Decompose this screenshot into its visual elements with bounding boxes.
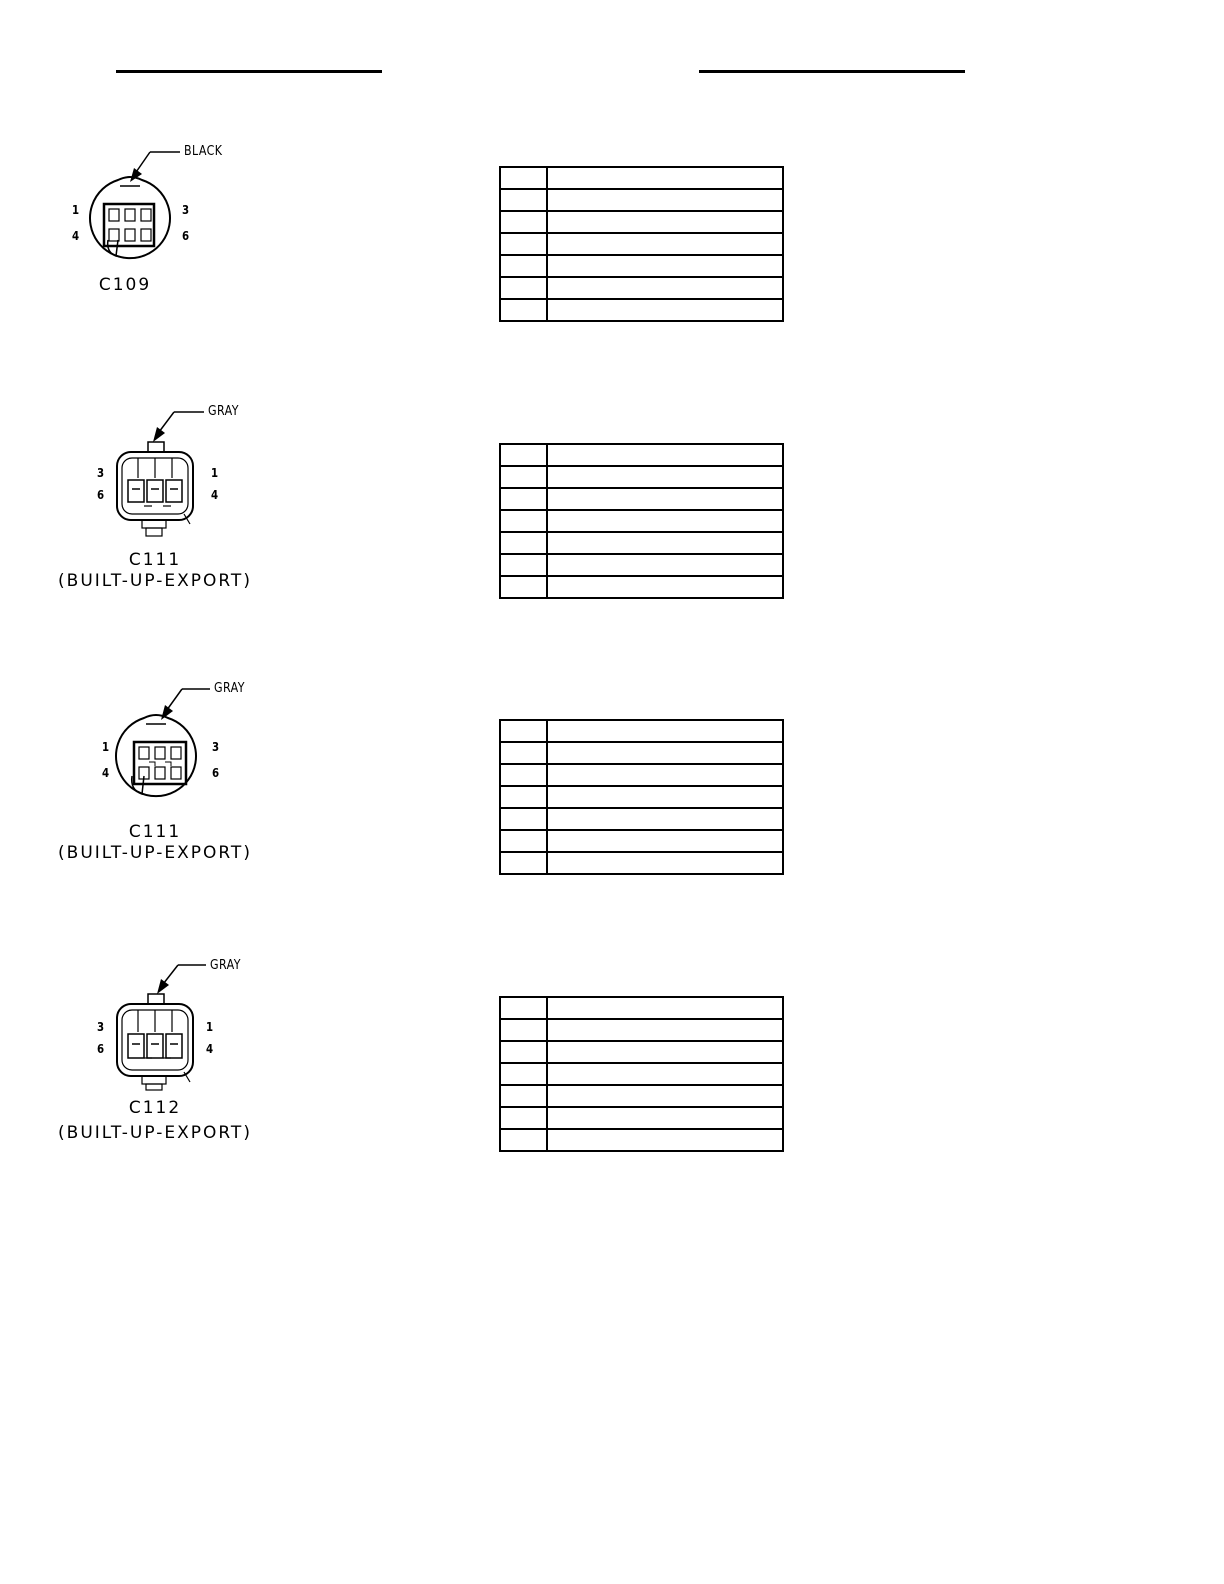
function-cell [547, 488, 783, 510]
table-row [500, 576, 783, 598]
table-row [500, 1129, 783, 1151]
function-cell [547, 720, 783, 742]
function-cell [547, 997, 783, 1019]
connector-name: C109 [98, 275, 152, 295]
function-cell [547, 211, 783, 233]
table-row [500, 255, 783, 277]
function-cell [547, 786, 783, 808]
table-row [500, 510, 783, 532]
connector-name: C111 [128, 822, 182, 842]
pin-number-label: 4 [72, 229, 80, 243]
table-row [500, 167, 783, 189]
pin-number-label: 1 [102, 740, 110, 754]
cavity-cell [500, 852, 547, 874]
cavity-cell [500, 830, 547, 852]
connector-color-label: BLACK [184, 144, 223, 159]
table-row [500, 1107, 783, 1129]
cavity-cell [500, 299, 547, 321]
cavity-cell [500, 211, 547, 233]
connector-c109-drawing [50, 140, 310, 370]
cavity-cell [500, 488, 547, 510]
header-rule-right [699, 70, 965, 73]
function-cell [547, 830, 783, 852]
table-row [500, 720, 783, 742]
cavity-cell [500, 1129, 547, 1151]
pin-number-label: 6 [97, 488, 105, 502]
function-cell [547, 1041, 783, 1063]
pin-table-c112 [499, 996, 784, 1152]
table-row [500, 1063, 783, 1085]
cavity-cell [500, 764, 547, 786]
function-cell [547, 299, 783, 321]
connector-subtitle: (BUILT-UP-EXPORT) [58, 1123, 252, 1143]
table-row [500, 466, 783, 488]
pin-number-label: 1 [206, 1020, 214, 1034]
cavity-cell [500, 1019, 547, 1041]
cavity-cell [500, 510, 547, 532]
table-row [500, 830, 783, 852]
connector-color-label: GRAY [214, 681, 245, 696]
cavity-cell [500, 997, 547, 1019]
connector-subtitle: (BUILT-UP-EXPORT) [58, 843, 252, 863]
pin-number-label: 6 [212, 766, 220, 780]
function-cell [547, 466, 783, 488]
connector-c111-drawing [50, 680, 310, 910]
table-row [500, 852, 783, 874]
connector-name: C112 [128, 1098, 182, 1118]
cavity-cell [500, 808, 547, 830]
connector-subtitle: (BUILT-UP-EXPORT) [58, 571, 252, 591]
table-row [500, 1041, 783, 1063]
cavity-cell [500, 1041, 547, 1063]
table-row [500, 764, 783, 786]
table-row [500, 532, 783, 554]
table-row [500, 1019, 783, 1041]
connector-name: C111 [128, 550, 182, 570]
function-cell [547, 808, 783, 830]
pin-number-label: 1 [211, 466, 219, 480]
function-cell [547, 554, 783, 576]
connector-c111-gray-round [50, 680, 310, 910]
function-cell [547, 532, 783, 554]
function-cell [547, 764, 783, 786]
cavity-cell [500, 1085, 547, 1107]
cavity-cell [500, 786, 547, 808]
pin-number-label: 3 [97, 466, 105, 480]
cavity-cell [500, 720, 547, 742]
pin-number-label: 1 [72, 203, 80, 217]
pin-number-label: 6 [182, 229, 190, 243]
table-row [500, 997, 783, 1019]
function-cell [547, 1107, 783, 1129]
table-row [500, 786, 783, 808]
connector-c109 [50, 140, 310, 370]
table-row [500, 1085, 783, 1107]
cavity-cell [500, 255, 547, 277]
cavity-cell [500, 742, 547, 764]
cavity-cell [500, 233, 547, 255]
cavity-cell [500, 167, 547, 189]
cavity-cell [500, 554, 547, 576]
pin-number-label: 3 [212, 740, 220, 754]
pin-number-label: 3 [97, 1020, 105, 1034]
pin-number-label: 4 [102, 766, 110, 780]
cavity-cell [500, 189, 547, 211]
table-row [500, 277, 783, 299]
table-row [500, 808, 783, 830]
function-cell [547, 742, 783, 764]
pin-table-c111-round [499, 719, 784, 875]
function-cell [547, 576, 783, 598]
cavity-cell [500, 277, 547, 299]
pin-number-label: 6 [97, 1042, 105, 1056]
cavity-cell [500, 1107, 547, 1129]
function-cell [547, 1085, 783, 1107]
function-cell [547, 255, 783, 277]
connector-c111-drawing [50, 400, 310, 630]
connector-c112 [50, 954, 310, 1184]
connector-c112-drawing [50, 954, 310, 1184]
function-cell [547, 1129, 783, 1151]
table-row [500, 488, 783, 510]
function-cell [547, 510, 783, 532]
cavity-cell [500, 1063, 547, 1085]
cavity-cell [500, 466, 547, 488]
function-cell [547, 277, 783, 299]
table-row [500, 233, 783, 255]
function-cell [547, 852, 783, 874]
table-row [500, 742, 783, 764]
table-row [500, 189, 783, 211]
table-row [500, 444, 783, 466]
connector-color-label: GRAY [210, 958, 241, 973]
pin-table-c111-square [499, 443, 784, 599]
table-row [500, 299, 783, 321]
cavity-cell [500, 532, 547, 554]
pin-number-label: 4 [206, 1042, 214, 1056]
cavity-cell [500, 576, 547, 598]
function-cell [547, 233, 783, 255]
pin-table-c109 [499, 166, 784, 322]
pin-number-label: 4 [211, 488, 219, 502]
function-cell [547, 167, 783, 189]
table-row [500, 554, 783, 576]
table-row [500, 211, 783, 233]
pin-number-label: 3 [182, 203, 190, 217]
connector-c111-gray-square [50, 400, 310, 630]
function-cell [547, 444, 783, 466]
header-rule-left [116, 70, 382, 73]
connector-color-label: GRAY [208, 404, 239, 419]
function-cell [547, 1063, 783, 1085]
cavity-cell [500, 444, 547, 466]
function-cell [547, 1019, 783, 1041]
function-cell [547, 189, 783, 211]
